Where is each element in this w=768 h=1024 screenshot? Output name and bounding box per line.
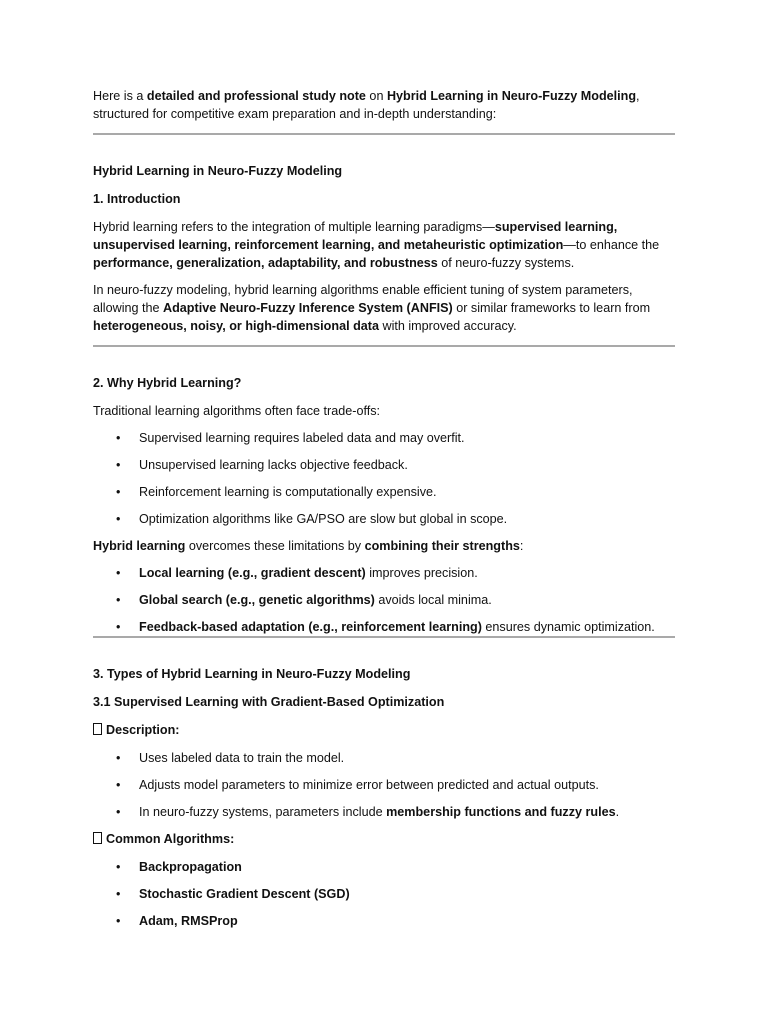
bullet-icon: • — [116, 805, 121, 819]
bullet-icon: • — [116, 485, 121, 499]
bullet-icon: • — [116, 751, 121, 765]
missing-glyph-icon — [93, 723, 102, 735]
missing-glyph-icon — [93, 832, 102, 844]
section-3-1-title: 3.1 Supervised Learning with Gradient-Based Optimization — [93, 695, 445, 709]
bullet-icon: • — [116, 778, 121, 792]
bullet-icon: • — [116, 887, 121, 901]
list-item: • Feedback-based adaptation (e.g., reinforcement learning) ensures dynamic optimization. — [116, 620, 655, 634]
list-item: • Unsupervised learning lacks objective feedback. — [116, 458, 408, 472]
section-2-summary: Hybrid learning overcomes these limitations by combining their strengths: — [93, 539, 524, 553]
list-item: • Optimization algorithms like GA/PSO are slow but global in scope. — [116, 512, 508, 526]
list-item: • Reinforcement learning is computationally expensive. — [116, 485, 437, 499]
description-label: Description: — [93, 721, 675, 739]
divider — [93, 345, 675, 347]
algorithms-label: Common Algorithms: — [93, 830, 675, 848]
bullet-icon: • — [116, 431, 121, 445]
bullet-icon: • — [116, 566, 121, 580]
bullet-icon: • — [116, 512, 121, 526]
algorithms-list — [93, 858, 675, 930]
tradeoffs-list — [93, 429, 675, 528]
bullet-icon: • — [116, 458, 121, 472]
list-item: • Stochastic Gradient Descent (SGD) — [116, 887, 350, 901]
list-item: • Backpropagation — [116, 860, 242, 874]
section-2-title: 2. Why Hybrid Learning? — [93, 376, 242, 390]
list-item: • Uses labeled data to train the model. — [116, 751, 345, 765]
strengths-list — [93, 564, 675, 636]
section-1-title: 1. Introduction — [93, 192, 181, 206]
bullet-icon: • — [116, 914, 121, 928]
section-3-title: 3. Types of Hybrid Learning in Neuro-Fuzzy Modeling — [93, 667, 411, 681]
section-2-lead: Traditional learning algorithms often face trade-offs: — [93, 404, 381, 418]
bullet-icon: • — [116, 620, 121, 634]
bullet-icon: • — [116, 860, 121, 874]
list-item: • Supervised learning requires labeled data and may overfit. — [116, 431, 465, 445]
list-item: • Global search (e.g., genetic algorithms) avoids local minima. — [116, 593, 492, 607]
divider — [93, 636, 675, 638]
list-item: • In neuro-fuzzy systems, parameters include membership functions and fuzzy rules. — [116, 805, 620, 819]
list-item: • Adam, RMSProp — [116, 914, 238, 928]
list-item: • Local learning (e.g., gradient descent) improves precision. — [116, 566, 478, 580]
divider — [93, 133, 675, 135]
document-title: Hybrid Learning in Neuro-Fuzzy Modeling — [93, 164, 343, 178]
section-1-paragraph-1: Hybrid learning refers to the integration of multiple learning paradigms—supervised learning, unsupervised learning, reinforcement learning, and metaheuristic optimization—to enhance the performance, generalization, adaptability, and robustness of neuro-fuzzy systems. — [93, 220, 660, 270]
document-body — [93, 87, 675, 939]
section-1-paragraph-2: In neuro-fuzzy modeling, hybrid learning algorithms enable efficient tuning of system parameters, allowing the Adaptive Neuro-Fuzzy Inference System (ANFIS) or similar frameworks to learn from heterogeneous, noisy, or high-dimensional data with improved accuracy. — [93, 283, 651, 333]
description-list — [93, 749, 675, 821]
list-item: • Adjusts model parameters to minimize error between predicted and actual outputs. — [116, 778, 599, 792]
intro-paragraph: Here is a detailed and professional study note on Hybrid Learning in Neuro-Fuzzy Modeling, structured for competitive exam preparation and in-depth understanding: — [93, 89, 640, 121]
bullet-icon: • — [116, 593, 121, 607]
